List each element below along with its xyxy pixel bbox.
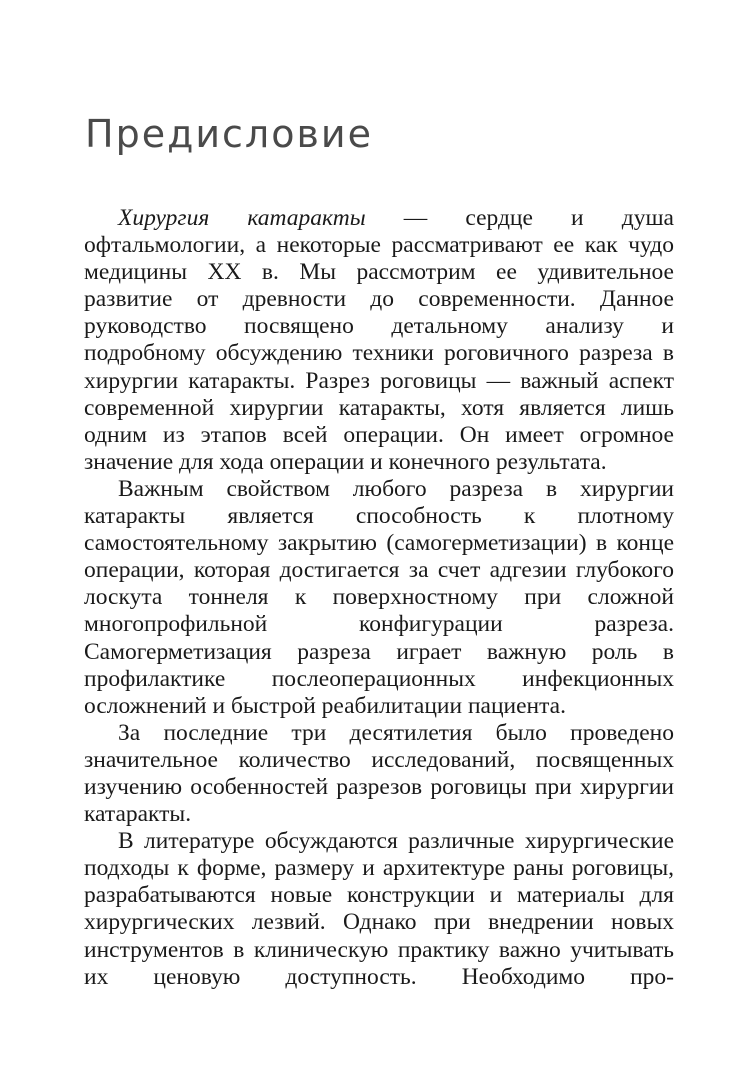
paragraph-1 — [84, 205, 674, 476]
paragraph-1-italic-lead: Хирургия катаракты — [118, 205, 366, 231]
paragraph-3: За последние три десятилетия было проведено значительное количество исследований, посвященных изучению особенностей разрезов роговицы при хирургии катаракты. — [84, 719, 674, 828]
paragraph-2: Важным свойством любого разреза в хирургии катаракты является способность к плотному самостоятельному закрытию (самогерметизации) в конце операции, которая достигается за счет адгезии глубокого лоскута тоннеля к поверхностному при сложной многопрофильной конфигурации разреза. Самогерметизация разреза играет важную роль в профилактике послеоперационных инфекционных осложнений и быстрой реабилитации пациента. — [84, 475, 674, 719]
paragraph-1-text: — сердце и душа офтальмологии, а некоторые рассматривают ее как чудо медицины XX в. Мы рассмотрим ее удивительное развитие от древности до современности. Данное руководство посвящено детальному анализу и подробному обсуждению техники роговичного разреза в хирургии катаракты. Разрез роговицы — важный аспект современной хирургии катаракты, хотя является лишь одним из этапов всей операции. Он имеет огромное значение для хода операции и конечного результата. — [84, 205, 674, 475]
body-text — [84, 205, 674, 991]
page-title: Предисловие — [85, 112, 373, 156]
paragraph-4: В литературе обсуждаются различные хирургические подходы к форме, размеру и архитектуре раны роговицы, разрабатываются новые конструкции и материалы для хирургических лезвий. Однако при внедрении новых инструментов в клиническую практику важно учитывать их ценовую доступность. Необходимо про- — [84, 828, 674, 990]
